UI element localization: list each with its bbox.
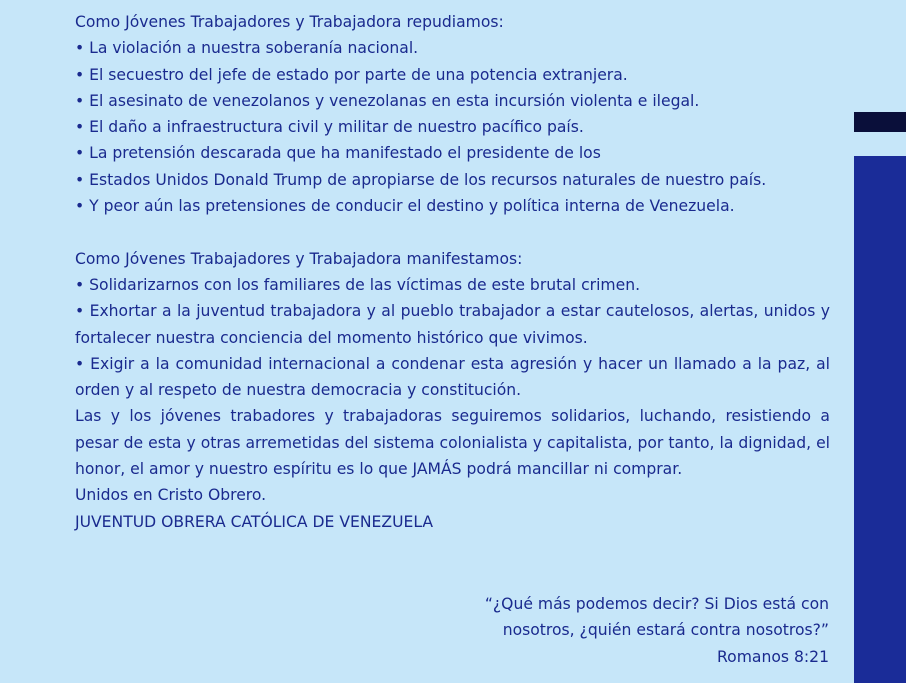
signature: JUVENTUD OBRERA CATÓLICA DE VENEZUELA [75, 512, 434, 531]
repudiate-item: • La pretensión descarada que ha manifestado el presidente de los [75, 144, 601, 163]
quote-line: “¿Qué más podemos decir? Si Dios está con [484, 595, 829, 613]
repudiate-heading: Como Jóvenes Trabajadores y Trabajadora repudiamos: [75, 13, 504, 31]
repudiate-item: • Estados Unidos Donald Trump de apropiarse de los recursos naturales de nuestro país. [75, 170, 767, 189]
paragraph-gap [75, 219, 830, 245]
repudiate-item: • El daño a infraestructura civil y militar de nuestro pacífico país. [75, 118, 584, 137]
quote-line: nosotros, ¿quién estará contra nosotros?” [502, 621, 829, 640]
bible-quote [485, 591, 829, 670]
accent-bar-blue [854, 156, 906, 683]
repudiate-item: • Y peor aún las pretensiones de conducir el destino y política interna de Venezuela. [75, 197, 735, 216]
quote-reference: Romanos 8:21 [717, 647, 829, 666]
manifest-item: • Solidarizarnos con los familiares de las víctimas de este brutal crimen. [75, 275, 641, 294]
manifest-heading: Como Jóvenes Trabajadores y Trabajadora manifestamos: [75, 249, 523, 268]
repudiate-item: • La violación a nuestra soberanía nacional. [75, 39, 419, 58]
motto: Unidos en Cristo Obrero. [75, 486, 267, 505]
closing-paragraph: Las y los jóvenes trabadores y trabajadoras seguiremos solidarios, luchando, resistiendo a pesar de esta y otras arremetidas del sistema colonialista y capitalista, por tanto, la dignidad, el honor, el amor y nuestro espíritu es lo que JAMÁS podrá mancillar ni comprar. [75, 407, 830, 479]
manifest-item: • Exigir a la comunidad internacional a condenar esta agresión y hacer un llamado a la paz, al orden y al respeto de nuestra democracia y constitución. [75, 354, 830, 400]
repudiate-item: • El asesinato de venezolanos y venezolanas en esta incursión violenta e ilegal. [75, 91, 700, 110]
accent-bar-dark [854, 112, 906, 132]
repudiate-item: • El secuestro del jefe de estado por parte de una potencia extranjera. [75, 65, 628, 84]
manifest-item: • Exhortar a la juventud trabajadora y al pueblo trabajador a estar cautelosos, alertas, unidos y fortalecer nuestra conciencia del momento histórico que vivimos. [75, 302, 830, 347]
document-body [75, 9, 830, 535]
